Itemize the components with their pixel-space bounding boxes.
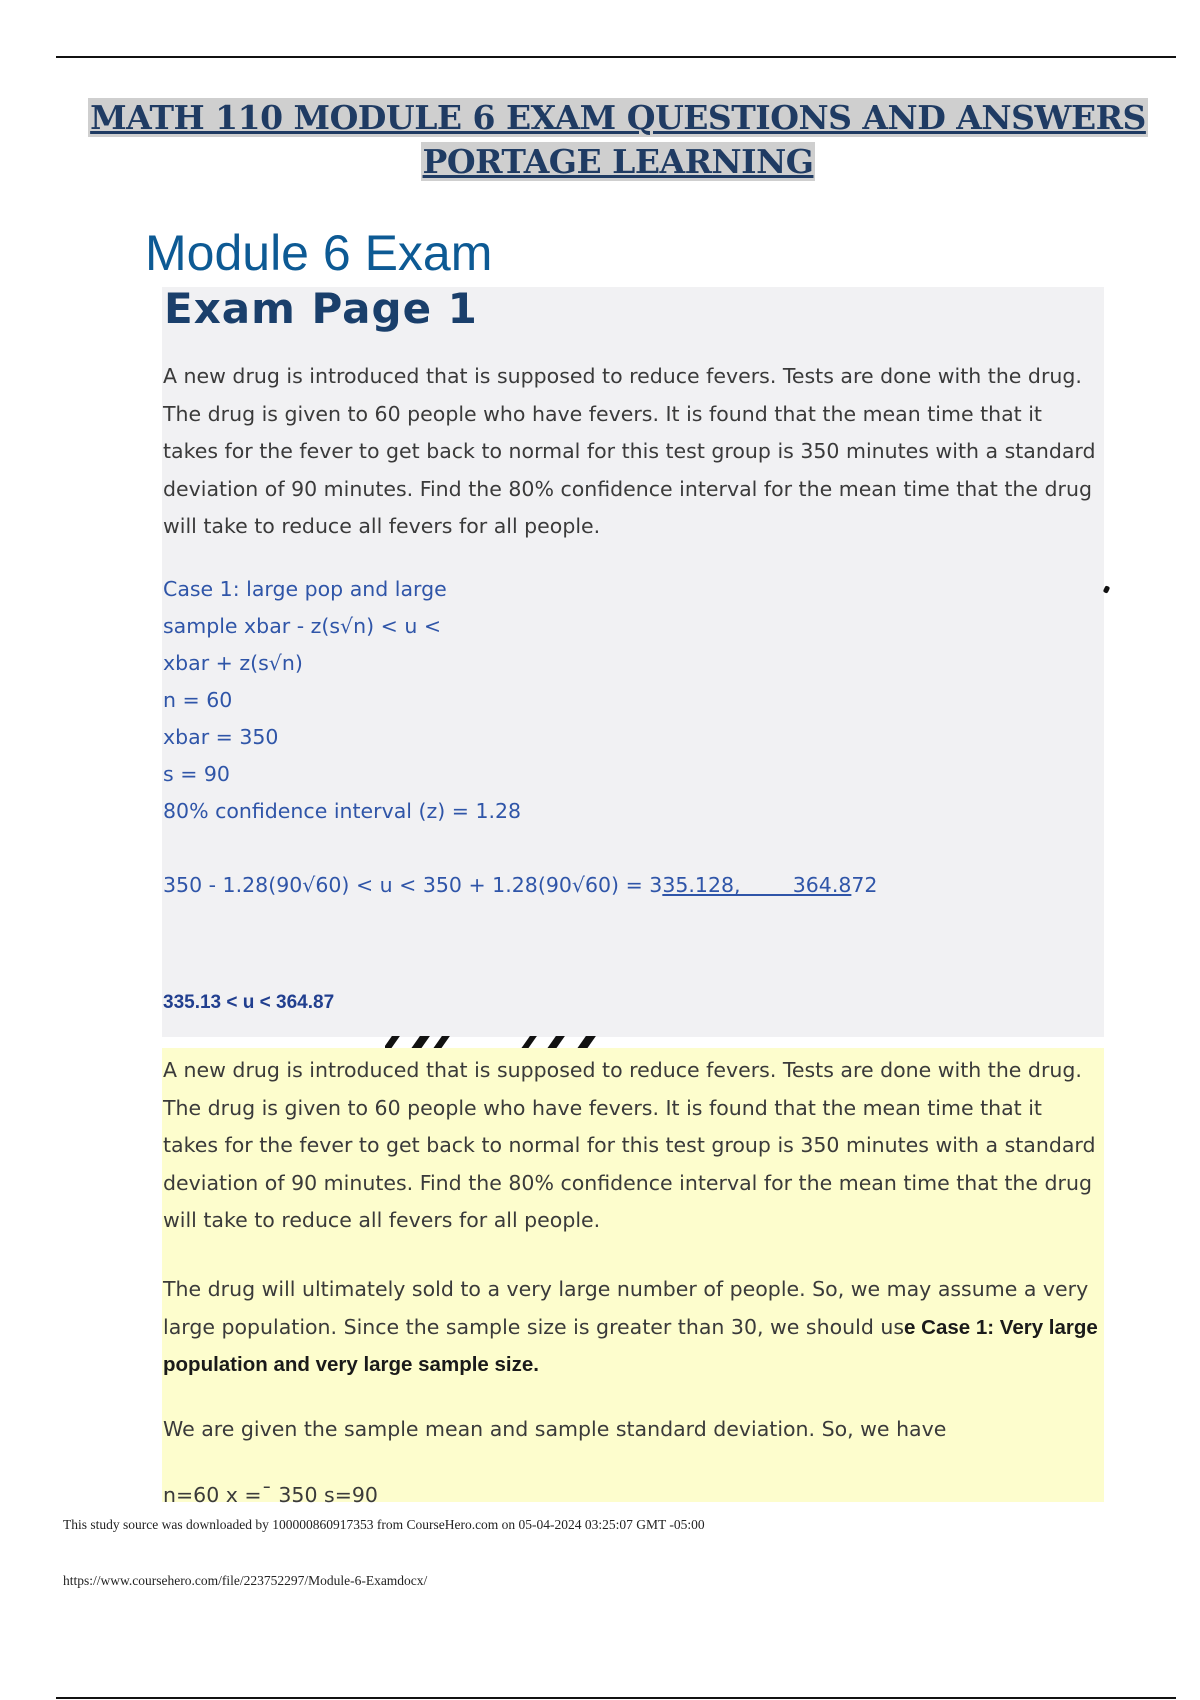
title-line-1: MATH 110 MODULE 6 EXAM QUESTIONS AND ANSWERS: [90, 98, 1146, 137]
stray-mark: [1103, 585, 1110, 593]
calculation-underlined: 35.128, 364.8: [662, 873, 852, 897]
solution-explanation: [163, 1271, 1103, 1384]
calculation-suffix: 72: [851, 873, 878, 897]
calculation-line: [163, 873, 877, 897]
url-footer: https://www.coursehero.com/file/223752297/Module-6-Examdocx/: [63, 1573, 428, 1588]
explanation-text: The drug will ultimately sold to a very large number of people. So, we may assume a very large population. Since the sample size is greater than 30, we should us: [163, 1277, 1089, 1339]
given-text: We are given the sample mean and sample standard deviation. So, we have: [163, 1417, 947, 1441]
work-line: Case 1: large pop and large: [163, 577, 447, 601]
calculation-prefix: 350 - 1.28(90√60) < u < 350 + 1.28(90√60) = 3: [163, 873, 663, 897]
title-line-2: PORTAGE LEARNING: [422, 142, 814, 181]
stray-marks: [385, 1036, 615, 1048]
work-line: xbar + z(s√n): [163, 651, 303, 675]
work-line: sample xbar - z(s√n) < u <: [163, 614, 442, 638]
source-footer: This study source was downloaded by 100000860917353 from CourseHero.com on 05-04-2024 03:25:07 GMT -05:00: [63, 1517, 705, 1532]
module-title: Module 6 Exam: [145, 225, 493, 281]
question-text: A new drug is introduced that is supposed to reduce fevers. Tests are done with the drug. The drug is given to 60 people who have fevers. It is found that the mean time that it takes for the fever to get back to normal for this test group is 350 minutes with a standard deviation of 90 minutes. Find the 80% confidence interval for the mean time that the drug will take to reduce all fevers for all people.: [163, 364, 1096, 538]
explanation-bold: e Case 1: Very large population and very large sample size.: [163, 1315, 1098, 1376]
document-title: [0, 96, 1200, 184]
values-line: n=60 x =¯ 350 s=90: [163, 1483, 378, 1507]
work-line: xbar = 350: [163, 725, 279, 749]
work-line: s = 90: [163, 762, 230, 786]
answer-text: 335.13 < u < 364.87: [163, 992, 335, 1013]
top-rule: [56, 56, 1176, 58]
page-heading: Exam Page 1: [164, 284, 478, 333]
bottom-rule: [56, 1697, 1176, 1699]
work-line: 80% confidence interval (z) = 1.28: [163, 799, 522, 823]
solution-question-text: A new drug is introduced that is supposed to reduce fevers. Tests are done with the drug. The drug is given to 60 people who have fevers. It is found that the mean time that it takes for the fever to get back to normal for this test group is 350 minutes with a standard deviation of 90 minutes. Find the 80% confidence interval for the mean time that the drug will take to reduce all fevers for all people.: [163, 1058, 1096, 1232]
work-line: n = 60: [163, 688, 233, 712]
